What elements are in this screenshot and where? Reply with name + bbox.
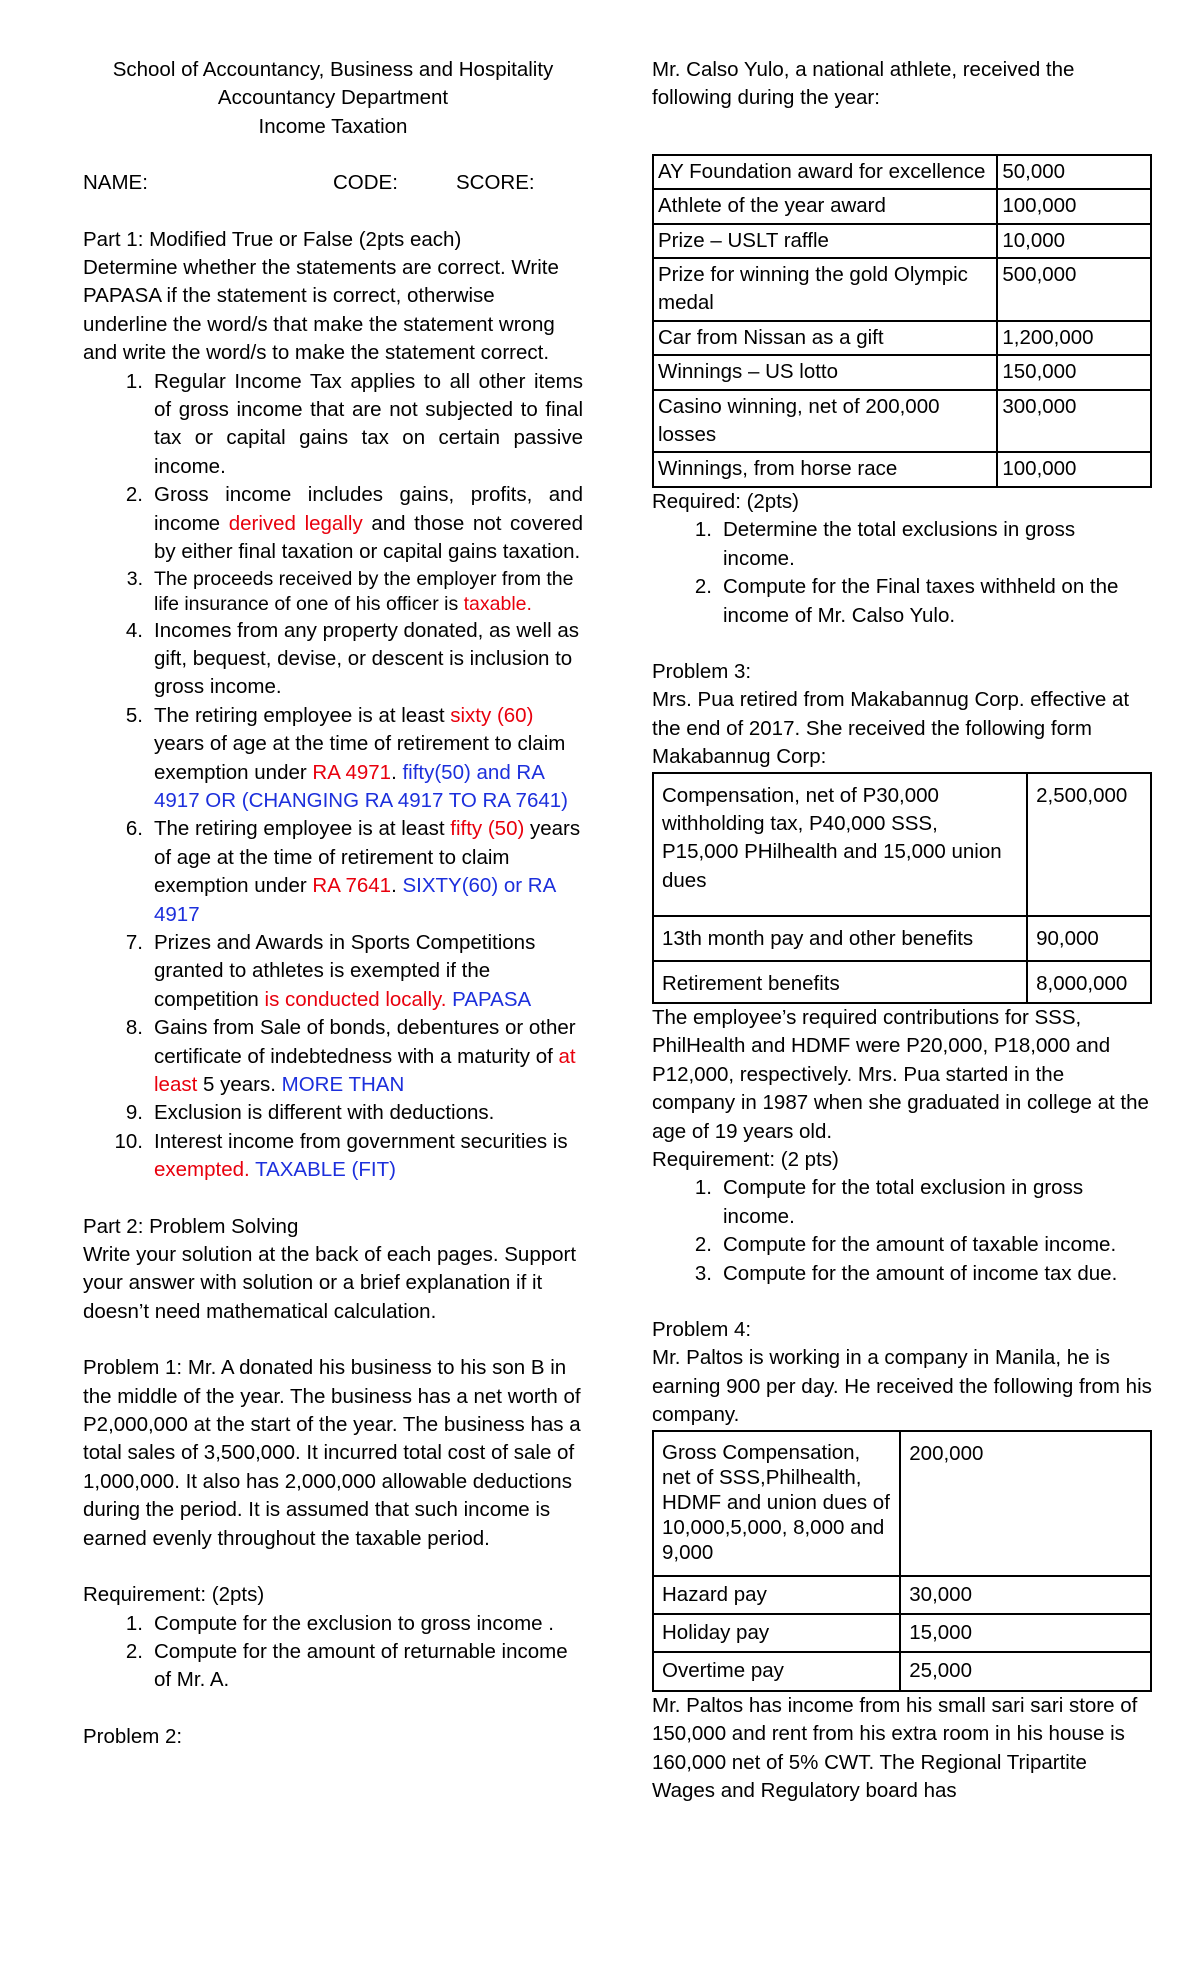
part1-item <box>83 1014 583 1099</box>
problem1-list <box>83 1610 583 1695</box>
table-cell-amount: 15,000 <box>900 1614 1151 1652</box>
item-number: 1. <box>125 1611 143 1635</box>
item-text: The retiring employee is at least <box>154 817 451 841</box>
part1-item <box>83 481 583 566</box>
right-column <box>652 56 1152 1806</box>
part1-title: Part 1: Modified True or False (2pts each) <box>83 227 462 251</box>
table-row <box>653 189 1151 223</box>
item-error-text: taxable. <box>463 592 532 615</box>
item-text: Regular Income Tax applies to all other items of gross income that are not subjected to final tax or capital gains tax on certain passive income. <box>154 369 583 478</box>
item-text: The proceeds received by the employer from the life insurance of one of his officer is <box>154 567 574 615</box>
table-row <box>653 224 1151 258</box>
table-cell-amount: 200,000 <box>900 1431 1151 1576</box>
item-number: 2. <box>125 1639 143 1663</box>
part1-item <box>83 567 583 617</box>
table-cell-amount: 2,500,000 <box>1027 773 1151 917</box>
table-cell-amount: 100,000 <box>997 189 1151 223</box>
problem4-title: Problem 4: <box>652 1318 752 1342</box>
problem2-requirement: Required: (2pts) <box>652 489 799 513</box>
problem3-title: Problem 3: <box>652 659 752 683</box>
part2-title: Part 2: Problem Solving <box>83 1214 299 1238</box>
table-cell-item: Compensation, net of P30,000 withholding tax, P40,000 SSS, P15,000 PHilhealth and 15,000 union dues <box>653 773 1027 917</box>
item-text: years of age at the time of retirement to claim exemption under <box>154 732 566 784</box>
item-number: 3. <box>694 1261 712 1285</box>
part1-item <box>83 617 583 702</box>
item-error-text: RA 4971 <box>312 760 392 784</box>
item-text: Compute for the Final taxes withheld on the income of Mr. Calso Yulo. <box>723 575 1119 627</box>
problem3-list <box>652 1174 1152 1288</box>
item-number: 6. <box>125 817 143 841</box>
part2-instructions: Write your solution at the back of each pages. Support your answer with solution or a brief explanation if it doesn’t need mathematical calculation. <box>83 1243 577 1323</box>
problem4-intro: Mr. Paltos is working in a company in Manila, he is earning 900 per day. He received the following from his company. <box>652 1346 1152 1427</box>
item-text: Compute for the amount of taxable income. <box>723 1233 1117 1257</box>
item-error-text: RA 7641 <box>312 874 392 898</box>
student-fields <box>83 169 583 197</box>
item-text: Determine the total exclusions in gross income. <box>723 518 1076 570</box>
problem3-requirement: Requirement: (2 pts) <box>652 1148 839 1171</box>
table-cell-amount: 300,000 <box>997 390 1151 453</box>
requirement-item <box>652 1231 1152 1259</box>
table-cell-amount: 1,200,000 <box>997 321 1151 355</box>
item-text: Interest income from government securities is <box>154 1129 568 1153</box>
table-row <box>653 916 1151 960</box>
item-text: Incomes from any property donated, as well as gift, bequest, devise, or descent is inclusion to gross income. <box>154 618 580 699</box>
item-answer-text: PAPASA <box>452 987 532 1011</box>
item-text: Compute for the amount of returnable income of Mr. A. <box>154 1639 568 1692</box>
table-cell-item: Hazard pay <box>653 1576 900 1614</box>
requirement-item <box>652 1174 1152 1231</box>
table-cell-item: Overtime pay <box>653 1652 900 1690</box>
table-row <box>653 452 1151 486</box>
document-header <box>83 56 583 141</box>
item-text: Compute for the amount of income tax due. <box>723 1261 1118 1285</box>
part1-item <box>83 929 583 1014</box>
table-cell-item: Retirement benefits <box>653 961 1027 1003</box>
table-row <box>653 1652 1151 1690</box>
table-row <box>653 961 1151 1003</box>
item-text: . <box>391 874 403 898</box>
requirement-item <box>83 1638 583 1695</box>
item-number: 2. <box>694 1233 712 1257</box>
part1-item <box>83 702 583 816</box>
item-number: 3. <box>126 567 143 590</box>
item-number: 1. <box>125 369 143 393</box>
table-cell-item: Holiday pay <box>653 1614 900 1652</box>
item-answer-text: MORE THAN <box>281 1073 405 1096</box>
table-row <box>653 1576 1151 1614</box>
item-number: 1. <box>694 518 712 542</box>
problem1-text: Problem 1: Mr. A donated his business to his son B in the middle of the year. The business has a net worth of P2,000,000 at the start of the year. The business has a total sales of 3,500,000. It incurred total cost of sale of 1,000,000. It also has 2,000,000 allowable deductions during the period. It is assumed that such income is earned evenly throughout the taxable period. <box>83 1356 581 1550</box>
item-text: Compute for the total exclusion in gross income. <box>723 1176 1084 1228</box>
requirement-item <box>652 573 1152 630</box>
table-cell-amount: 10,000 <box>997 224 1151 258</box>
table-cell-amount: 500,000 <box>997 258 1151 321</box>
requirement-item <box>652 516 1152 573</box>
item-error-text: at least <box>154 1044 576 1096</box>
item-answer-text: SIXTY(60) or RA 4917 <box>154 874 556 926</box>
table-row <box>653 355 1151 389</box>
table-row <box>653 390 1151 453</box>
part1-item <box>83 815 583 929</box>
problem2-title: Problem 2: <box>83 1724 183 1748</box>
item-error-text: fifty (50) <box>450 817 525 841</box>
part1-item <box>83 1128 583 1185</box>
item-text: The retiring employee is at least <box>154 703 451 727</box>
item-number: 1. <box>694 1176 712 1200</box>
table-row <box>653 321 1151 355</box>
table-row <box>653 773 1151 917</box>
table-cell-item: Gross Compensation, net of SSS,Philhealth, HDMF and union dues of 10,000,5,000, 8,000 and 9,000 <box>653 1431 900 1576</box>
item-text: Gains from Sale of bonds, debentures or other certificate of indebtedness with a maturity of <box>154 1016 576 1068</box>
score-field-label: SCORE: <box>456 171 535 195</box>
item-error-text: exempted. <box>154 1158 250 1182</box>
table-row <box>653 1431 1151 1576</box>
table-cell-amount: 8,000,000 <box>1027 961 1151 1003</box>
table-cell-amount: 100,000 <box>997 452 1151 486</box>
part1-list <box>83 368 583 1185</box>
item-text: years of age at the time of retirement to claim exemption under <box>154 817 581 898</box>
item-number: 7. <box>125 930 143 954</box>
item-text: and those not covered by either final taxation or capital gains taxation. <box>154 511 583 564</box>
problem2-list <box>652 516 1152 630</box>
part1-item <box>83 1099 583 1127</box>
item-text: . <box>391 760 403 784</box>
item-number: 10. <box>114 1129 143 1153</box>
table-cell-amount: 90,000 <box>1027 916 1151 960</box>
problem3-intro: Mrs. Pua retired from Makabannug Corp. effective at the end of 2017. She received the following form Makabannug Corp: <box>652 688 1130 769</box>
item-answer-text: TAXABLE (FIT) <box>255 1158 396 1182</box>
name-field-label: NAME: <box>83 171 148 195</box>
item-text: Exclusion is different with deductions. <box>154 1101 495 1125</box>
problem4-table <box>652 1430 1152 1692</box>
item-number: 8. <box>125 1016 143 1040</box>
code-field-label: CODE: <box>333 171 398 195</box>
problem2-intro: Mr. Calso Yulo, a national athlete, received the following during the year: <box>652 58 1075 110</box>
part1-item <box>83 368 583 482</box>
table-cell-amount: 150,000 <box>997 355 1151 389</box>
left-column <box>83 56 583 1751</box>
department-name: Accountancy Department <box>217 86 449 110</box>
table-cell-amount: 50,000 <box>997 155 1151 189</box>
requirement-item <box>652 1260 1152 1288</box>
item-text: Gross income includes gains, profits, and income <box>154 483 583 535</box>
problem4-after-text: Mr. Paltos has income from his small sari sari store of 150,000 and rent from his extra room in his house is 160,000 net of 5% CWT. The Regional Tripartite Wages and Regulatory board has <box>652 1693 1138 1803</box>
table-cell-item: Car from Nissan as a gift <box>653 321 997 355</box>
item-number: 2. <box>694 575 712 599</box>
table-cell-item: AY Foundation award for excellence <box>653 155 997 189</box>
table-row <box>653 1614 1151 1652</box>
requirement-item <box>83 1610 583 1638</box>
table-cell-item: 13th month pay and other benefits <box>653 916 1027 960</box>
problem1-requirement: Requirement: (2pts) <box>83 1583 265 1607</box>
table-cell-item: Winnings, from horse race <box>653 452 997 486</box>
table-cell-item: Prize for winning the gold Olympic medal <box>653 258 997 321</box>
table-cell-item: Casino winning, net of 200,000 losses <box>653 390 997 453</box>
part1-instructions: Determine whether the statements are correct. Write PAPASA if the statement is correct, otherwise underline the word/s that make the statement wrong and write the word/s to make the statement correct. <box>83 256 559 365</box>
school-name: School of Accountancy, Business and Hospitality <box>112 58 554 81</box>
item-text: Compute for the exclusion to gross income . <box>154 1611 554 1635</box>
problem3-table <box>652 772 1152 1004</box>
item-error-text: sixty (60) <box>450 703 534 727</box>
table-cell-item: Winnings – US lotto <box>653 355 997 389</box>
item-text: 5 years. <box>197 1073 282 1096</box>
item-number: 5. <box>125 703 143 727</box>
item-number: 9. <box>125 1101 143 1125</box>
table-cell-item: Athlete of the year award <box>653 189 997 223</box>
item-number: 2. <box>125 483 143 507</box>
item-text: Prizes and Awards in Sports Competitions granted to athletes is exempted if the competition <box>154 930 536 1011</box>
table-cell-amount: 30,000 <box>900 1576 1151 1614</box>
item-answer-text: fifty(50) and RA 4917 OR (CHANGING RA 4917 TO RA 7641) <box>154 760 568 812</box>
table-cell-item: Prize – USLT raffle <box>653 224 997 258</box>
item-error-text: is conducted locally. <box>264 987 447 1011</box>
table-cell-amount: 25,000 <box>900 1652 1151 1690</box>
table-row <box>653 258 1151 321</box>
item-error-text: derived legally <box>228 511 363 535</box>
problem3-after-text: The employee’s required contributions for SSS, PhilHealth and HDMF were P20,000, P18,000 and P12,000, respectively. Mrs. Pua started in the company in 1987 when she graduated in college at the age of 19 years old. <box>652 1005 1149 1143</box>
problem2-table <box>652 154 1152 488</box>
table-row <box>653 155 1151 189</box>
item-number: 4. <box>125 618 143 642</box>
subject-name: Income Taxation <box>258 114 408 138</box>
